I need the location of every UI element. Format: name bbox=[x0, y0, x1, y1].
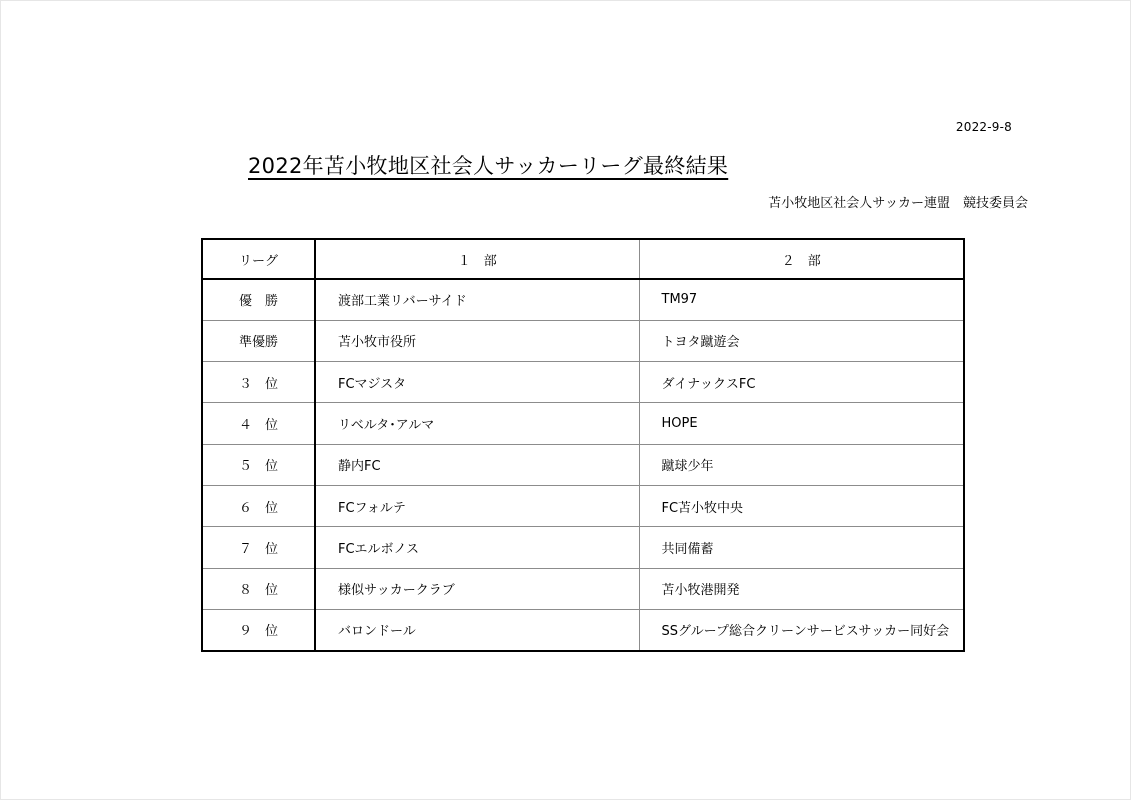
table-row bbox=[202, 527, 964, 568]
results-table bbox=[201, 238, 965, 652]
division-1-team: 静内FC bbox=[315, 444, 639, 485]
division-1-team: リベルタ･アルマ bbox=[315, 403, 639, 444]
table-row bbox=[202, 320, 964, 361]
table-row bbox=[202, 568, 964, 609]
division-2-team: 共同備蓄 bbox=[639, 527, 964, 568]
rank-cell: ９ 位 bbox=[202, 609, 315, 650]
rank-cell: ４ 位 bbox=[202, 403, 315, 444]
rank-cell: ５ 位 bbox=[202, 444, 315, 485]
division-1-team: バロンドール bbox=[315, 609, 639, 650]
table-row bbox=[202, 279, 964, 320]
division-2-team: TM97 bbox=[639, 279, 964, 320]
header-division-1: １ 部 bbox=[315, 239, 639, 279]
document-date: 2022-9-8 bbox=[955, 120, 1012, 134]
division-1-team: 苫小牧市役所 bbox=[315, 320, 639, 361]
rank-cell: ７ 位 bbox=[202, 527, 315, 568]
division-2-team: 苫小牧港開発 bbox=[639, 568, 964, 609]
division-2-team: ダイナックスFC bbox=[639, 362, 964, 403]
table-row bbox=[202, 444, 964, 485]
division-2-team: SSグループ総合クリーンサービスサッカー同好会 bbox=[661, 624, 950, 640]
division-1-team: FCマジスタ bbox=[315, 362, 639, 403]
rank-cell: 優 勝 bbox=[202, 279, 315, 320]
division-2-team: 蹴球少年 bbox=[639, 444, 964, 485]
division-2-team: HOPE bbox=[639, 403, 964, 444]
header-division-2: ２ 部 bbox=[639, 239, 964, 279]
division-1-team: 様似サッカークラブ bbox=[315, 568, 639, 609]
rank-cell: ３ 位 bbox=[202, 362, 315, 403]
table-row bbox=[202, 609, 964, 650]
organizer-name: 苫小牧地区社会人サッカー連盟 競技委員会 bbox=[768, 196, 1028, 211]
division-1-team: 渡部工業リバーサイド bbox=[315, 279, 639, 320]
table-row bbox=[202, 362, 964, 403]
division-2-team: トヨタ蹴遊会 bbox=[639, 320, 964, 361]
header-league: リーグ bbox=[202, 239, 315, 279]
division-2-team: FC苫小牧中央 bbox=[639, 485, 964, 526]
division-1-team: FCエルボノス bbox=[315, 527, 639, 568]
table-row bbox=[202, 403, 964, 444]
rank-cell: ８ 位 bbox=[202, 568, 315, 609]
rank-cell: 準優勝 bbox=[202, 320, 315, 361]
page-title: 2022年苫小牧地区社会人サッカーリーグ最終結果 bbox=[248, 154, 729, 178]
table-header-row bbox=[202, 239, 964, 279]
division-1-team: FCフォルテ bbox=[315, 485, 639, 526]
rank-cell: ６ 位 bbox=[202, 485, 315, 526]
table-row bbox=[202, 485, 964, 526]
